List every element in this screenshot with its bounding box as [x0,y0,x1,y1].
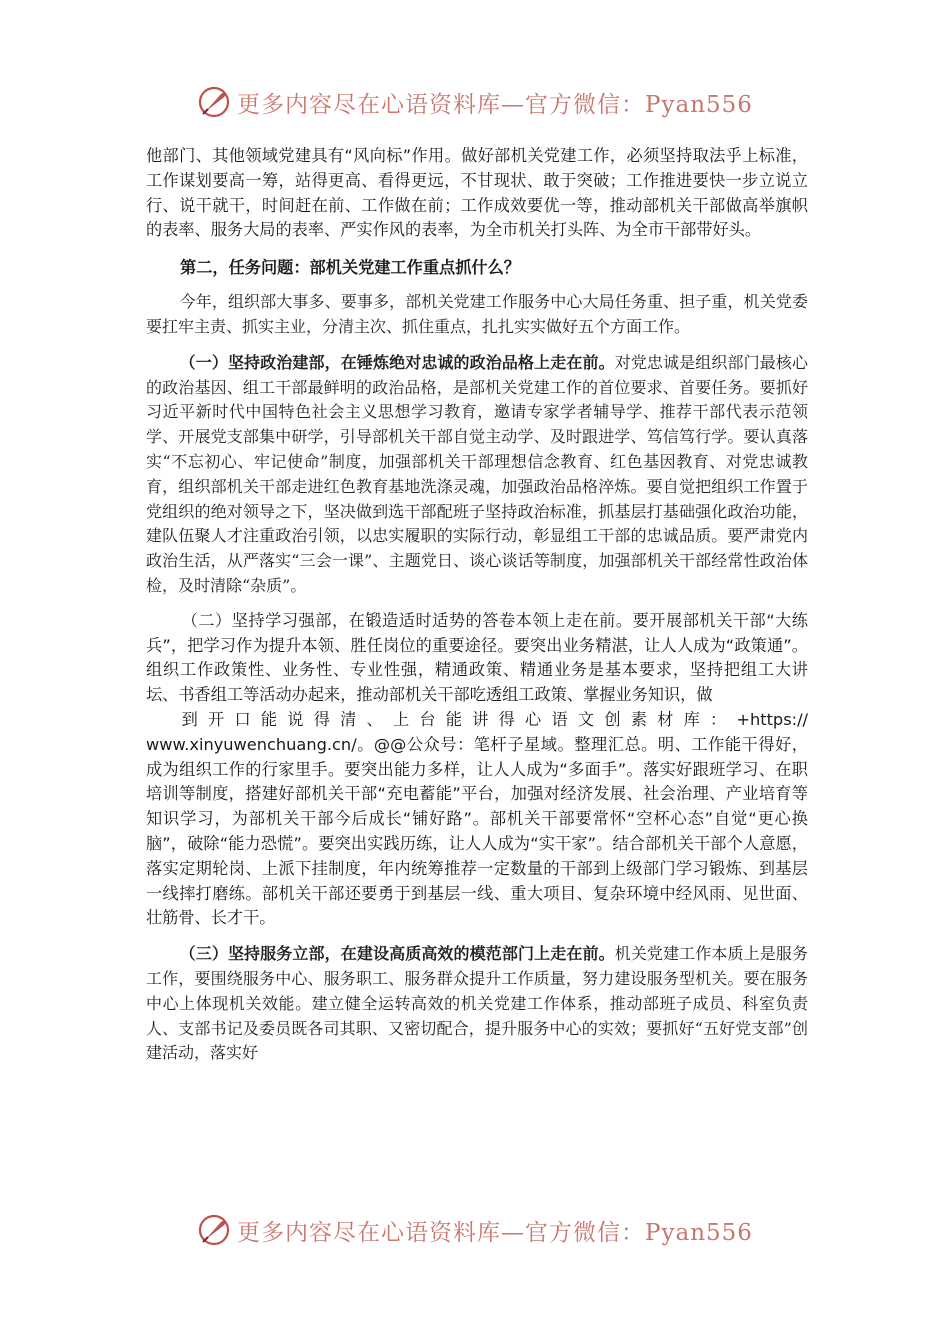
quill-pen-logo-icon [197,85,231,119]
subsection-lead-3: （三）坚持服务立部，在建设高质高效的模范部门上走在前。 [179,944,615,964]
paragraph-political-building [146,351,808,599]
paragraph-continuation: 他部门、其他领域党建具有“风向标”作用。做好部机关党建工作，必须坚持取法乎上标准，工作谋划要高一筹，站得更高、看得更远，不甘现状、敢于突破；工作推进要快一步立说立行、说干就干，时间赶在前、工作做在前；工作成效要优一等，推动部机关干部做高举旗帜的表率、服务大局的表率、严实作风的表率，为全市机关打头阵、为全市干部带好头。 [146,146,808,240]
subsection-body-1: 对党忠诚是组织部门最核心的政治基因、组工干部最鲜明的政治品格，是部机关党建工作的首位要求、首要任务。要抓好习近平新时代中国特色社会主义思想学习教育，邀请专家学者辅导学、推荐干部代表示范领学、开展党支部集中研学，引导部机关干部自觉主动学、及时跟进学、笃信笃行学。要认真落实“不忘初心、牢记使命”制度，加强部机关干部理想信念教育、红色基因教育、对党忠诚教育，组织部机关干部走进红色教育基地洗涤灵魂，加强政治品格淬炼。要自觉把组织工作置于党组织的绝对领导之下，坚决做到选干部配班子坚持政治标准，抓基层打基础强化政治功能，建队伍聚人才注重政治引领，以忠实履职的实际行动，彰显组工干部的忠诚品质。要严肃党内政治生活，从严落实“三会一课”、主题党日、谈心谈话等制度，加强部机关干部经常性政治体检，及时清除“杂质”。 [146,352,808,595]
paragraph-learning-building [146,609,808,931]
section-heading-2: 第二，任务问题：部机关党建工作重点抓什么？ [180,258,520,278]
header-watermark-banner [0,80,950,124]
footer-watermark-banner [0,1208,950,1252]
subsection-lead-1: （一）坚持政治建部，在锤炼绝对忠诚的政治品格上走在前。 [179,352,615,372]
document-body [146,144,808,1066]
banner-text: 更多内容尽在心语资料库—官方微信：Pyan556 [237,1219,753,1246]
quill-pen-logo-icon [197,1213,231,1247]
paragraph-service-building [146,942,808,1066]
watermark-url-line: 到开口能说得清、上台能讲得心语文创素材库：+https:// [181,709,808,729]
banner-text: 更多内容尽在心语资料库—官方微信：Pyan556 [237,91,753,118]
subsection-body-3: 机关党建工作本质上是服务工作，要围绕服务中心、服务职工、服务群众提升工作质量，努力建设服务型机关。要在服务中心上体现机关效能。建立健全运转高效的机关党建工作体系，推动部班子成员、科室负责人、支部书记及委员既各司其职、又密切配合，提升服务中心的实效；要抓好“五好党支部”创建活动，落实好 [146,944,808,1063]
subsection-body-2b: www.xinyuwenchuang.cn/。@@公众号：笔杆子星域。整理汇总。明、工作能干得好，成为组织工作的行家里手。要突出能力多样，让人人成为“多面手”。落实好跟班学习、在职培训等制度，搭建好部机关干部“充电蓄能”平台，加强对经济发展、社会治理、产业培育等知识学习，为部机关干部今后成长“铺好路”。部机关干部要常怀“空杯心态”自觉“更心换脑”，破除“能力恐慌”。要突出实践历练，让人人成为“实干家”。结合部机关干部个人意愿，落实定期轮岗、上派下挂制度，年内统筹推荐一定数量的干部到上级部门学习锻炼、到基层一线摔打磨练。部机关干部还要勇于到基层一线、重大项目、复杂环境中经风雨、见世面、壮筋骨、长才干。 [146,734,808,928]
subsection-body-2a: （二）坚持学习强部，在锻造适时适势的答卷本领上走在前。要开展部机关干部“大练兵”，把学习作为提升本领、胜任岗位的重要途径。要突出业务精湛，让人人成为“政策通”。组织工作政策性、业务性、专业性强，精通政策、精通业务是基本要求，坚持把组工大讲坛、书香组工等活动办起来，推动部机关干部吃透组工政策、掌握业务知识，做 [146,610,808,705]
paragraph-intro: 今年，组织部大事多、要事多，部机关党建工作服务中心大局任务重、担子重，机关党委要扛牢主责、抓实主业，分清主次、抓住重点，扎扎实实做好五个方面工作。 [146,292,808,336]
